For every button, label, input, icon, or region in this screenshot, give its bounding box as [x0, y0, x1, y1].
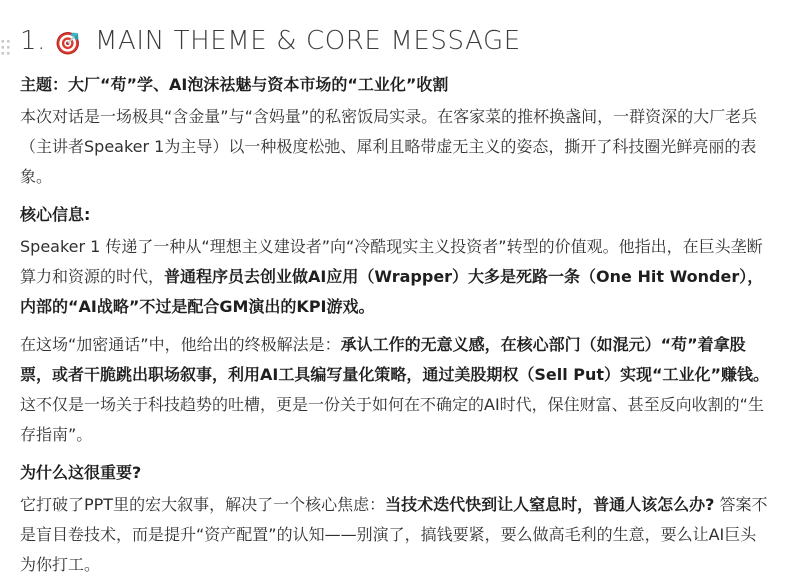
- paragraph-intro: [20, 102, 770, 192]
- paragraph-solution: [20, 330, 770, 450]
- bold-text-run: 为什么这很重要?: [20, 463, 142, 482]
- section-title-text: MAIN THEME & CORE MESSAGE: [95, 26, 521, 56]
- section-number: 1.: [20, 26, 47, 56]
- text-run: 这不仅是一场关于科技趋势的吐槽，更是一份关于如何在不确定的AI时代，保住财富、甚至反向收割的“生存指南”。: [20, 395, 764, 444]
- bold-text-run: 主题：大厂“苟”学、AI泡沫祛魅与资本市场的“工业化”收割: [20, 75, 449, 94]
- bold-text-run: 普通程序员去创业做AI应用（Wrapper）大多是死路一条（One Hit Wonder），内部的“AI战略”不过是配合GM演出的KPI游戏。: [20, 267, 764, 316]
- drag-handle-icon[interactable]: [1, 39, 11, 56]
- section-heading-row: [20, 24, 770, 58]
- bold-text-run: 承认工作的无意义感，在核心部门（如混元）“苟”着拿股票，或者干脆跳出职场叙事，利用AI工具编写量化策略，通过美股期权（Sell Put）实现“工业化”赚钱。: [20, 335, 770, 384]
- text-run: 答案不是盲目卷技术，而是提升“资产配置”的认知——别演了，搞钱要紧，要么做高毛利的生意，要么让AI巨头为你打工。: [20, 495, 768, 574]
- text-run: Speaker 1 传递了一种从“理想主义建设者”向“冷酷现实主义投资者”转型的价值观。他指出，在巨头垄断算力和资源的时代，: [20, 237, 763, 286]
- subheading-topic: [20, 70, 770, 100]
- text-run: 本次对话是一场极具“含金量”与“含妈量”的私密饭局实录。在客家菜的推杯换盏间，一群资深的大厂老兵（主讲者Speaker 1为主导）以一种极度松弛、犀利且略带虚无主义的姿态，撕开了科技圈光鲜亮丽的表象。: [20, 107, 758, 186]
- paragraph-why: [20, 490, 770, 580]
- text-run: 它打破了PPT里的宏大叙事，解决了一个核心焦虑：: [20, 495, 386, 514]
- text-run: 在这场“加密通话”中，他给出的终极解法是：: [20, 335, 341, 354]
- paragraph-core-value: [20, 232, 770, 322]
- dart-target-icon: [55, 26, 85, 56]
- bold-text-run: 核心信息:: [20, 205, 91, 224]
- section-title: [20, 24, 770, 58]
- content-blocks: [20, 70, 770, 580]
- subheading-why-important: [20, 458, 770, 488]
- bold-text-run: 当技术迭代快到让人窒息时，普通人该怎么办?: [385, 495, 715, 514]
- subheading-core-message: [20, 200, 770, 230]
